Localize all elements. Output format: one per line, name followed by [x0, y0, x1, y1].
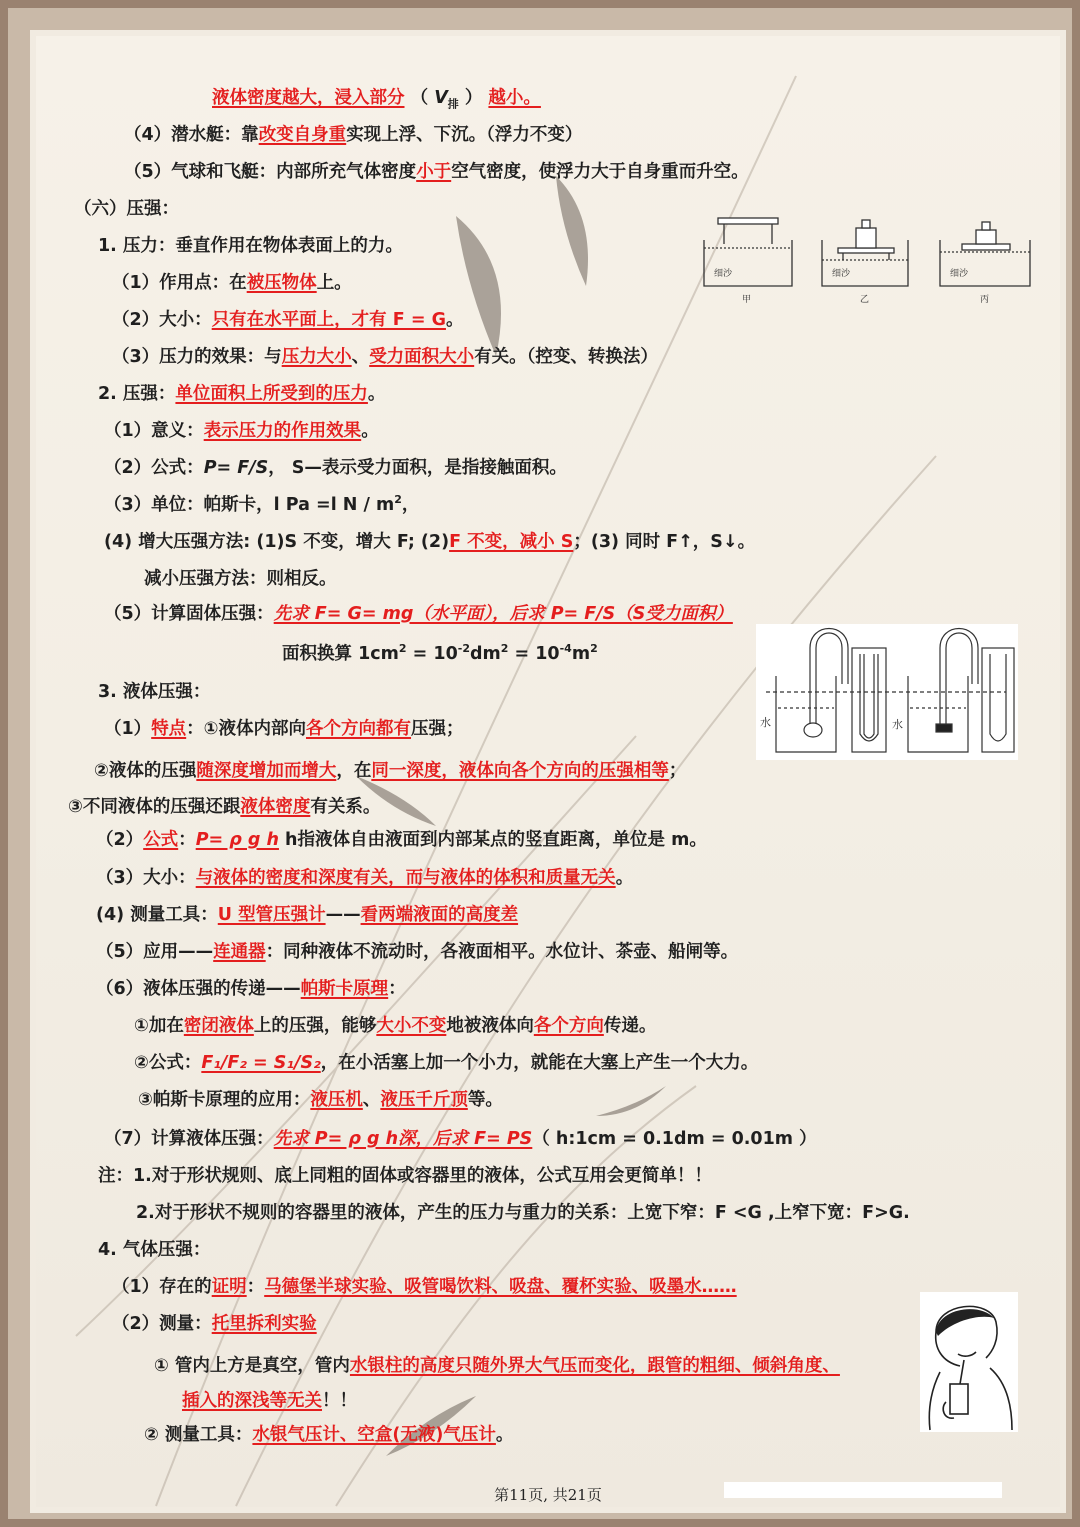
text: 有关。（控变、转换法）: [474, 347, 658, 367]
superscript: 2: [398, 642, 407, 656]
text: ）: [464, 88, 483, 108]
line-10: [104, 419, 379, 443]
red-text: 随深度增加而增大: [196, 761, 337, 781]
sand-label: 细沙: [714, 269, 733, 279]
line-21: [96, 828, 707, 852]
text: （1）: [104, 719, 152, 739]
red-text: 公式: [143, 830, 179, 850]
line-13: [104, 530, 755, 554]
red-text: 小于: [416, 162, 452, 182]
line-8: [112, 345, 658, 369]
line-7: [112, 308, 463, 332]
text: (4) 增大压强方法: (1)S 不变，增大 F; (2): [104, 532, 450, 552]
formula-text: P= F/S: [203, 458, 269, 478]
red-text: 帕斯卡原理: [300, 979, 389, 999]
text: ；: [668, 761, 687, 781]
text: 空气密度，使浮力大于自身重而升空。: [451, 162, 749, 182]
note-1: [98, 1164, 712, 1188]
text: （6）液体压强的传递——: [96, 979, 301, 999]
text: 地被液体向: [446, 1016, 534, 1036]
text: dm: [469, 644, 501, 664]
red-text: 液体密度: [240, 797, 311, 817]
text: （六）压强：: [74, 199, 179, 219]
text: (4) 测量工具：: [96, 905, 218, 925]
line-22: [96, 866, 633, 890]
red-text: 越小。: [488, 88, 541, 108]
text: 、: [362, 1090, 381, 1110]
red-text: 大小不变: [376, 1016, 447, 1036]
text: ！！: [322, 1391, 357, 1411]
red-text: 压力大小: [281, 347, 352, 367]
red-text: 液压千斤顶: [380, 1090, 468, 1110]
line-14: [144, 567, 337, 591]
text: 压强；: [411, 719, 464, 739]
red-text: 特点: [151, 719, 187, 739]
red-text: 与液体的密度和深度有关，而与液体的体积和质量无关: [195, 868, 616, 888]
text: ，在小活塞上加一个小力，就能在大塞上产生一个大力。: [320, 1053, 759, 1073]
text: ② 测量工具：: [144, 1425, 253, 1445]
line-36: [182, 1389, 357, 1413]
text: （: [410, 88, 429, 108]
line-16: [282, 642, 598, 666]
line-33: [112, 1275, 737, 1299]
red-text: 先求 P= ρ g h深，后求 F= PS: [273, 1129, 533, 1149]
line-15: [104, 602, 733, 626]
text: （4）潜水艇：靠: [124, 125, 259, 145]
line-9: [98, 382, 385, 406]
red-text: 密闭液体: [183, 1016, 254, 1036]
text: （5）气球和飞艇：内部所充气体密度: [124, 162, 417, 182]
text: （2）大小：: [112, 310, 212, 330]
text: （5）计算固体压强：: [104, 604, 274, 624]
red-text: F 不变，减小 S: [449, 532, 574, 552]
line-2: [124, 123, 582, 147]
text: 。: [495, 1425, 514, 1445]
subscript: 排: [447, 97, 459, 111]
sheet: [36, 36, 1060, 1507]
text: 减小压强方法：则相反。: [144, 569, 337, 589]
text: ②液体的压强: [94, 761, 197, 781]
line-24: [96, 940, 738, 964]
line-1: [212, 86, 541, 110]
red-text: 插入的深浅等无关: [182, 1391, 322, 1411]
text: 1. 压力：垂直作用在物体表面上的力。: [98, 236, 403, 256]
red-text: 马德堡半球实验、吸管喝饮料、吸盘、覆杯实验、吸墨水……: [264, 1277, 737, 1297]
text: ——: [325, 905, 361, 925]
text: 有关系。: [310, 797, 381, 817]
red-text: 液体密度越大，浸入部分: [212, 88, 405, 108]
text: h指液体自由液面到内部某点的竖直距离，单位是 m。: [278, 830, 707, 850]
note-2: [136, 1201, 910, 1225]
red-text: 单位面积上所受到的压力: [175, 384, 368, 404]
text: ①加在: [134, 1016, 184, 1036]
superscript: 2: [500, 642, 509, 656]
section-heading: [74, 197, 179, 221]
text: 。: [361, 421, 379, 441]
superscript: 2: [394, 493, 402, 507]
text: 3. 液体压强：: [98, 682, 211, 702]
text: （5）应用——: [96, 942, 214, 962]
superscript: -2: [457, 642, 470, 656]
text: 传递。: [603, 1016, 657, 1036]
sand-label: 细沙: [950, 269, 969, 279]
u-tube-manometer-diagram: [756, 624, 1018, 760]
text: ， S—表示受力面积，是指接触面积。: [268, 458, 567, 478]
line-6: [112, 271, 352, 295]
caption-label: 丙: [980, 295, 990, 304]
red-text: 只有在水平面上，才有 F = G: [211, 310, 446, 330]
red-text: 被压物体: [246, 273, 317, 293]
text: 注：1.对于形状规则、底上同粗的固体或容器里的液体，公式互用会更简单！！: [98, 1166, 712, 1186]
line-18: [104, 717, 464, 741]
line-34: [112, 1312, 317, 1336]
red-text: P= ρ g h: [195, 830, 279, 850]
text: ②公式：: [134, 1053, 202, 1073]
text: ：: [246, 1277, 265, 1297]
text: ：同种液体不流动时，各液面相平。水位计、茶壶、船闸等。: [265, 942, 739, 962]
text: 。: [445, 310, 464, 330]
text: ：①液体内部向: [186, 719, 307, 739]
text: = 10: [406, 644, 458, 664]
red-text: 各个方向: [533, 1016, 604, 1036]
text: （ h:1cm = 0.1dm = 0.01m ）: [532, 1129, 817, 1149]
red-text: U 型管压强计: [217, 905, 326, 925]
page: [30, 30, 1066, 1513]
water-label: 水: [760, 716, 771, 729]
red-text: 水银柱的高度只随外界大气压而变化，跟管的粗细、倾斜角度、: [349, 1356, 840, 1376]
text: 2.对于形状不规则的容器里的液体，产生的压力与重力的关系：上宽下窄：F <G ,上窄下宽：F>G.: [136, 1203, 910, 1223]
line-26: [134, 1014, 656, 1038]
red-text: 证明: [211, 1277, 247, 1297]
red-text: 水银气压计、空盒(无液)气压计: [252, 1425, 496, 1445]
text: m: [571, 644, 591, 664]
text: ：: [388, 979, 406, 999]
red-text: F₁/F₂ = S₁/S₂: [201, 1053, 321, 1073]
red-text: 托里拆利实验: [211, 1314, 317, 1334]
text: （2）: [96, 830, 144, 850]
red-text: 先求 F= G= mg（水平面），后求 P= F/S（S受力面积）: [273, 604, 733, 624]
superscript: -4: [559, 642, 572, 656]
line-12: [104, 493, 419, 517]
line-37: [144, 1423, 513, 1447]
text: 4. 气体压强：: [98, 1240, 211, 1260]
sand-label: 细沙: [832, 269, 851, 279]
line-5: [98, 234, 403, 258]
line-27: [134, 1051, 758, 1075]
text: ③不同液体的压强还跟: [68, 797, 241, 817]
text: 等。: [467, 1090, 503, 1110]
superscript: 2: [590, 642, 598, 656]
line-32: [98, 1238, 210, 1262]
line-19: [94, 759, 686, 783]
text: （3）单位：帕斯卡，l Pa =l N / m: [104, 495, 395, 515]
text: ，: [401, 495, 420, 515]
text: ：: [178, 830, 196, 850]
line-3: [124, 160, 749, 184]
text: ③帕斯卡原理的应用：: [138, 1090, 311, 1110]
text: 。: [367, 384, 386, 404]
line-25: [96, 977, 406, 1001]
text: 实现上浮、下沉。（浮力不变）: [346, 125, 583, 145]
text: （3）大小：: [96, 868, 196, 888]
text: 。: [615, 868, 634, 888]
red-text: 各个方向都有: [306, 719, 412, 739]
line-29: [104, 1127, 817, 1151]
red-text: 看两端液面的高度差: [360, 905, 519, 925]
text: ；(3) 同时 F↑，S↓。: [573, 532, 756, 552]
red-text: 表示压力的作用效果: [203, 421, 362, 441]
text: = 10: [508, 644, 560, 664]
text: 2. 压强：: [98, 384, 176, 404]
page-border: [8, 8, 1072, 1519]
line-11: [104, 456, 567, 480]
text: （3）压力的效果：与: [112, 347, 282, 367]
line-35: [154, 1354, 840, 1378]
red-text: 同一深度，液体向各个方向的压强相等: [371, 761, 669, 781]
sand-pressure-diagram: [700, 204, 1040, 304]
red-text: 液压机: [310, 1090, 363, 1110]
red-text: 改变自身重: [258, 125, 347, 145]
text: 面积换算 1cm: [282, 644, 399, 664]
text: （2）测量：: [112, 1314, 212, 1334]
formula-text: V: [434, 88, 448, 108]
red-text: 受力面积大小: [369, 347, 475, 367]
line-23: [96, 903, 518, 927]
text: （1）作用点：在: [112, 273, 247, 293]
text: 上。: [316, 273, 352, 293]
caption-label: 乙: [860, 295, 870, 304]
text: 、: [351, 347, 370, 367]
line-28: [138, 1088, 503, 1112]
line-17: [98, 680, 210, 704]
text: （1）存在的: [112, 1277, 212, 1297]
page-number: 第11页, 共21页: [494, 1486, 602, 1504]
text: （7）计算液体压强：: [104, 1129, 274, 1149]
caption-label: 甲: [742, 295, 752, 304]
boy-drinking-straw-illustration: [920, 1292, 1018, 1432]
text: 上的压强，能够: [253, 1016, 377, 1036]
text: ，在: [336, 761, 372, 781]
red-text: 连通器: [213, 942, 266, 962]
text: ① 管内上方是真空，管内: [154, 1356, 350, 1376]
water-label: 水: [892, 718, 903, 731]
text: （2）公式：: [104, 458, 204, 478]
line-20: [68, 795, 380, 819]
text: （1）意义：: [104, 421, 204, 441]
